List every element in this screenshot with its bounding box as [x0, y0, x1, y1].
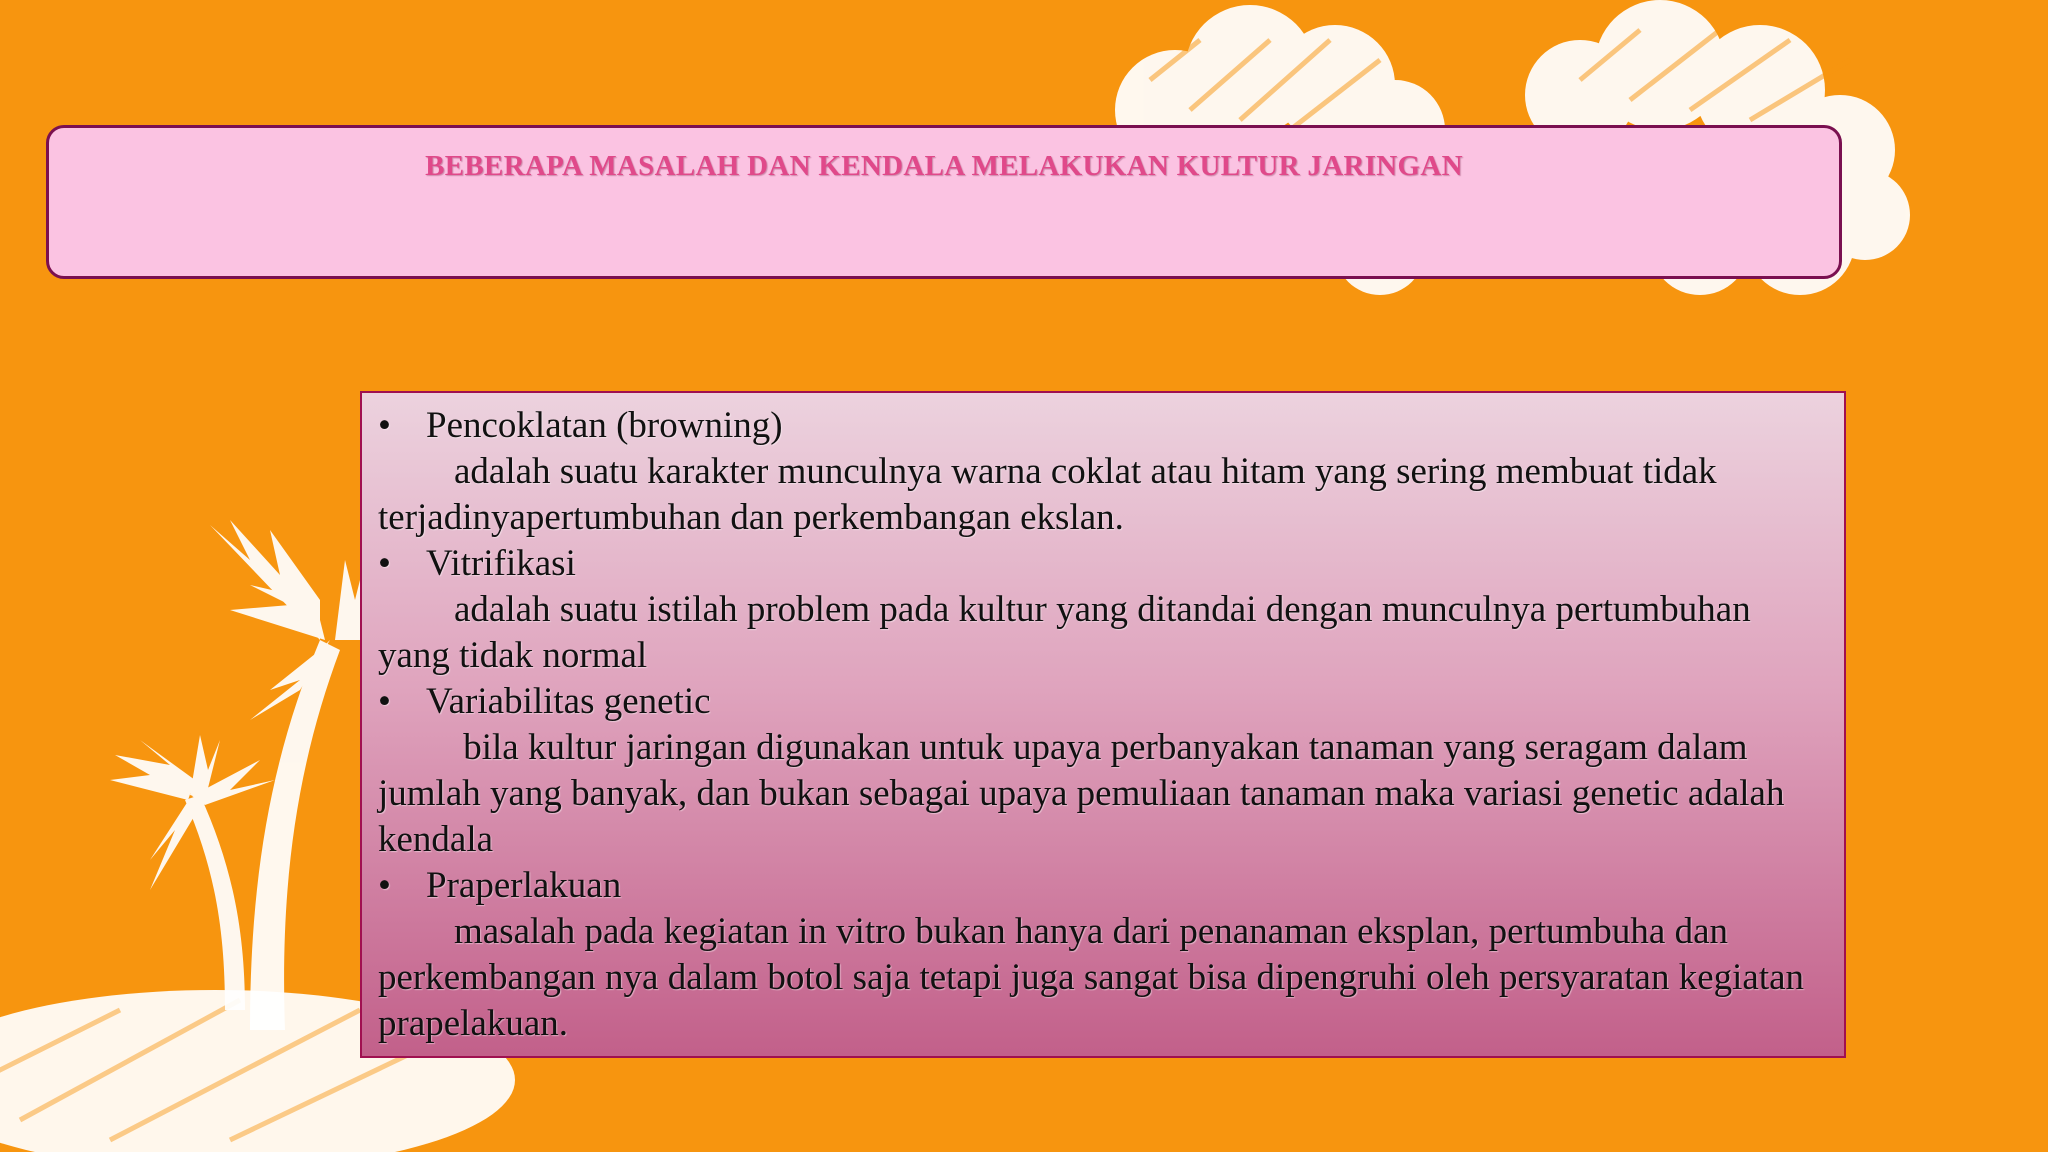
slide-title: BEBERAPA MASALAH DAN KENDALA MELAKUKAN KULTUR JARINGAN — [425, 150, 1463, 182]
item-heading — [378, 403, 1830, 449]
item-heading — [378, 863, 1830, 909]
content-box — [360, 391, 1846, 1058]
item-title: Variabilitas genetic — [426, 681, 711, 722]
list-item — [378, 679, 1830, 863]
item-description: adalah suatu istilah problem pada kultur yang ditandai dengan munculnya pertumbuhan yang tidak normal — [378, 589, 1760, 676]
list-item — [378, 403, 1830, 541]
item-title: Vitrifikasi — [426, 543, 576, 584]
bullet-icon: • — [378, 865, 391, 906]
item-title: Praperlakuan — [426, 865, 622, 906]
bullet-icon: • — [378, 681, 391, 722]
bullet-icon: • — [378, 543, 391, 584]
item-description: adalah suatu karakter munculnya warna coklat atau hitam yang sering membuat tidak terjadinyapertumbuhan dan perkembangan ekslan. — [378, 451, 1782, 538]
list-item — [378, 863, 1830, 1047]
list-item — [378, 541, 1830, 679]
palm-tree-icon — [110, 735, 275, 1010]
item-description: masalah pada kegiatan in vitro bukan hanya dari penanaman eksplan, pertumbuha dan perkembangan nya dalam botol saja tetapi juga sangat bisa dipengruhi oleh persyaratan kegiatan prapelakuan. — [378, 911, 1814, 1044]
bullet-icon: • — [378, 405, 391, 446]
title-box — [46, 125, 1842, 279]
item-heading — [378, 541, 1830, 587]
item-description: bila kultur jaringan digunakan untuk upaya perbanyakan tanaman yang seragam dalam jumlah yang banyak, dan bukan sebagai upaya pemuliaan tanaman maka variasi genetic adalah kendala — [378, 727, 1794, 860]
item-heading — [378, 679, 1830, 725]
item-title: Pencoklatan (browning) — [426, 405, 783, 446]
